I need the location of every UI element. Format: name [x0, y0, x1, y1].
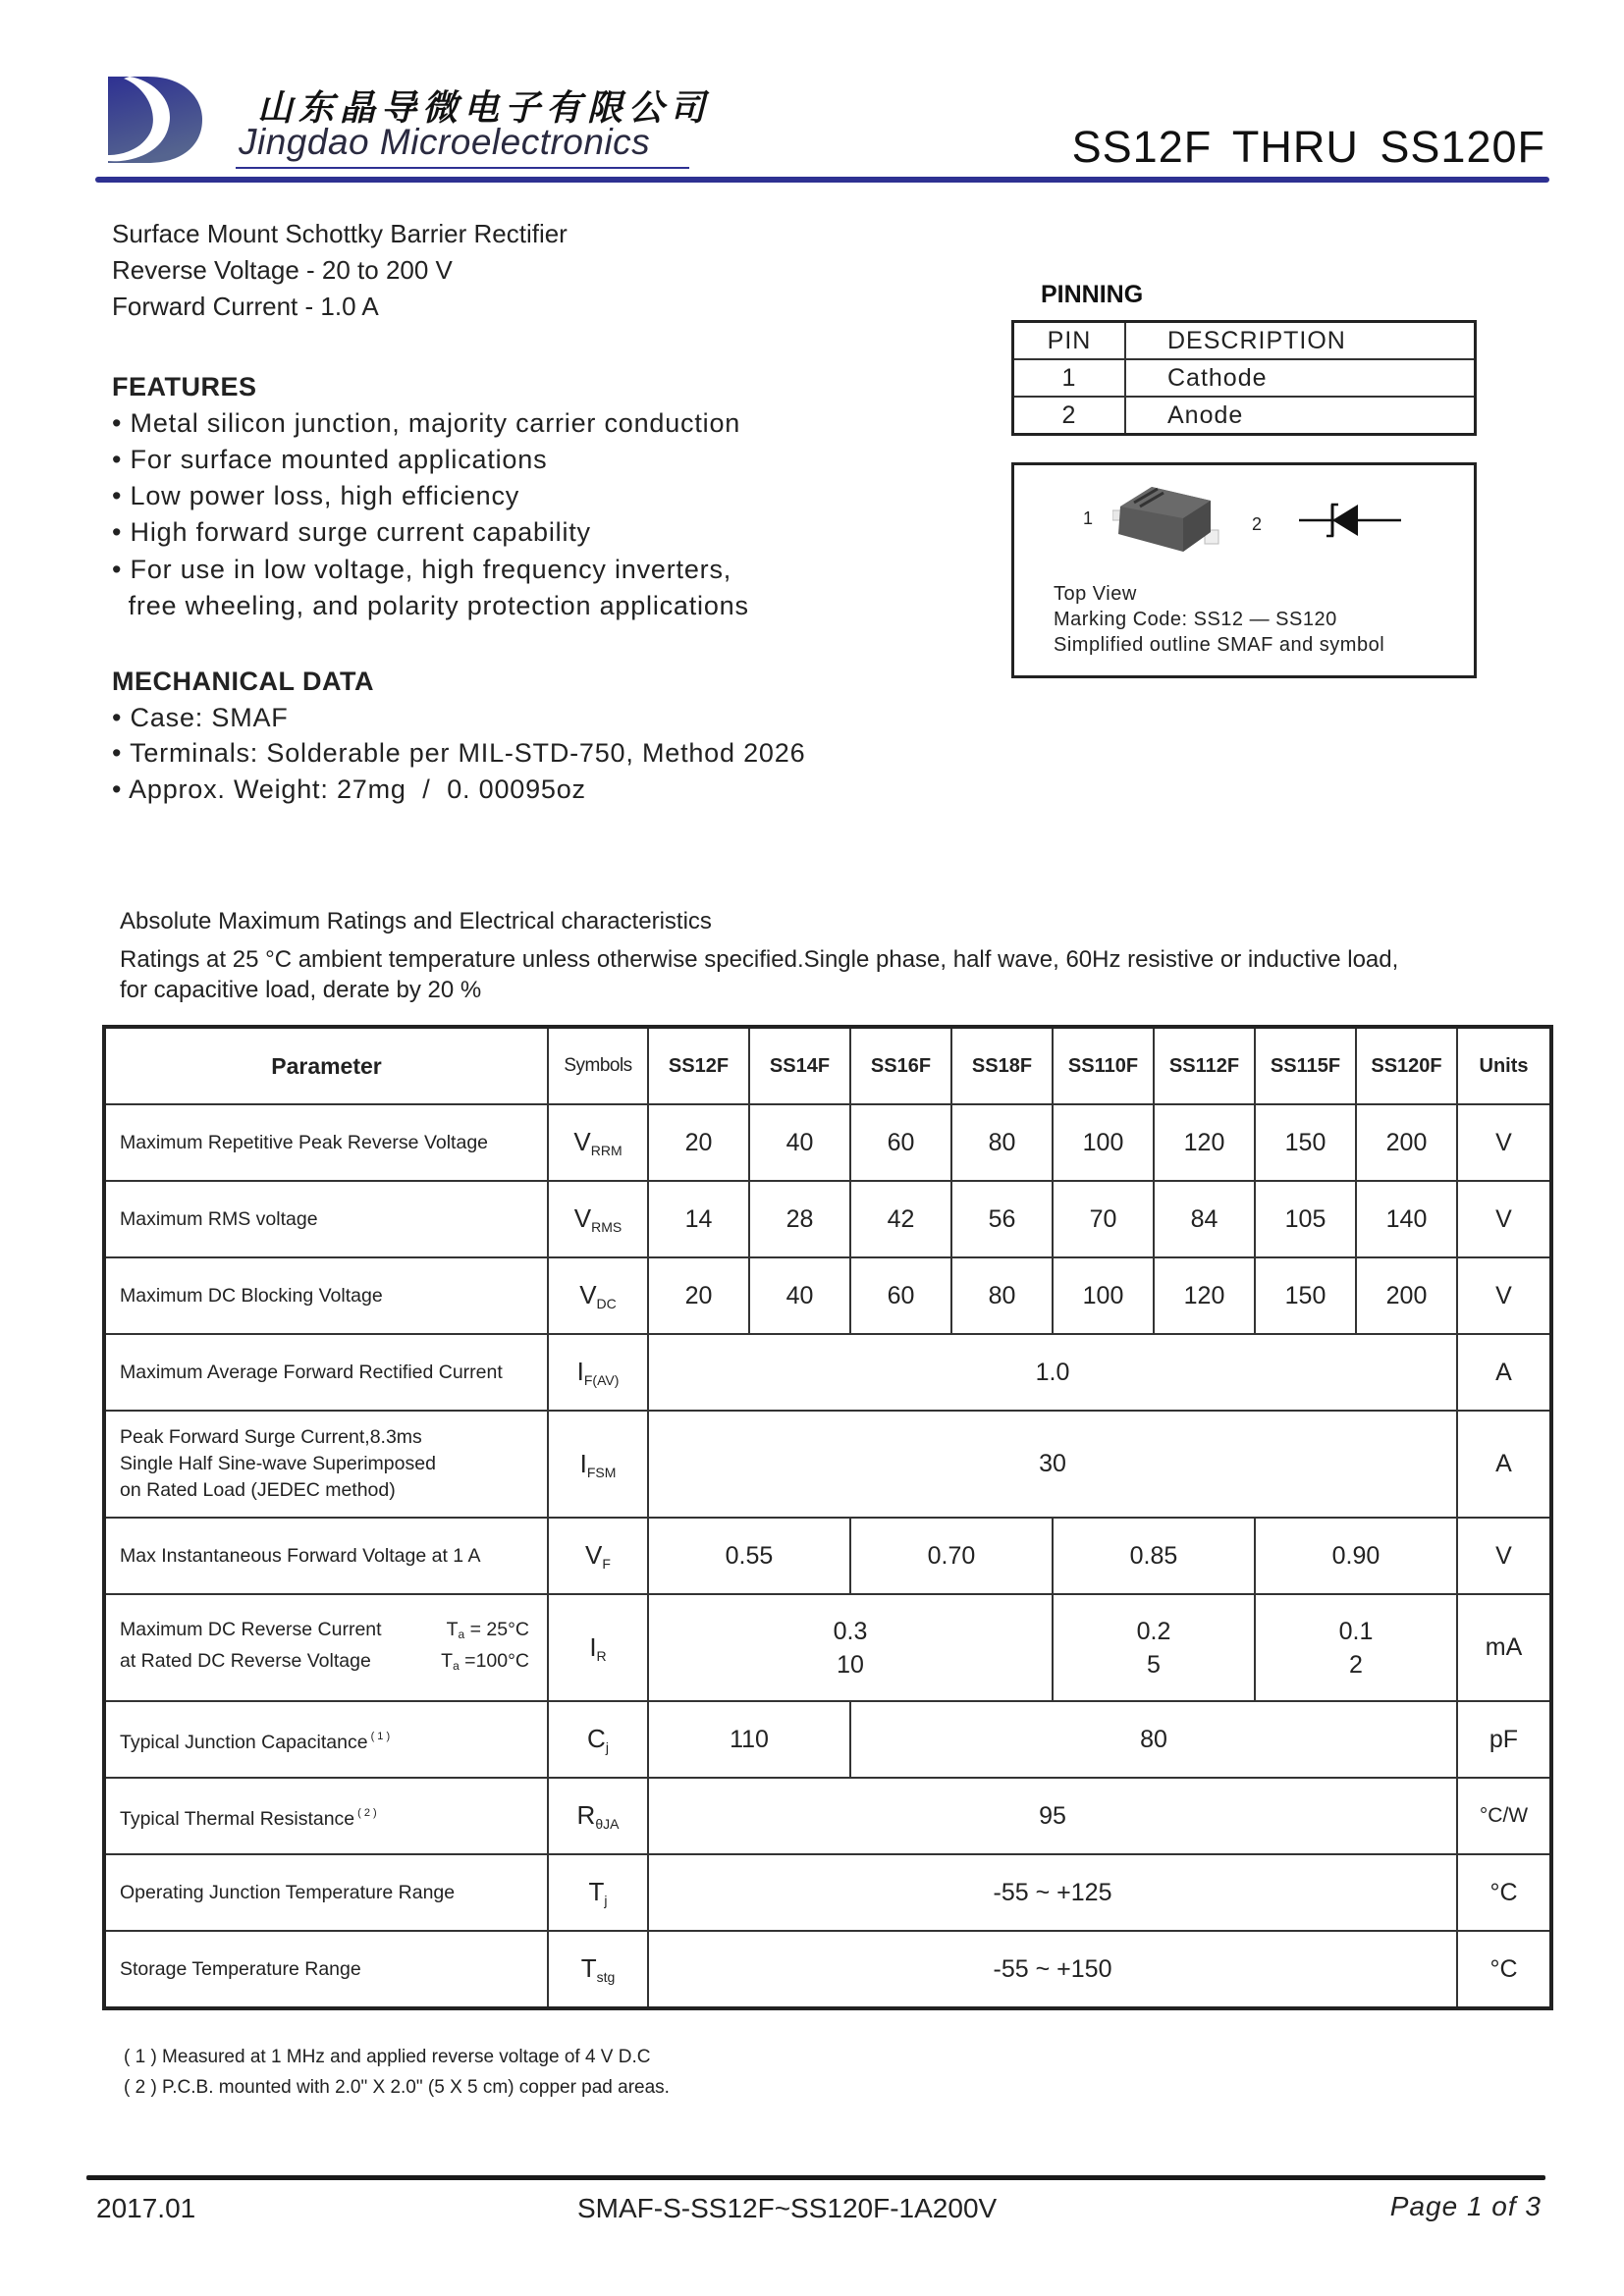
- unit-cell: V: [1457, 1181, 1551, 1257]
- symbol-sub: FSM: [586, 1464, 617, 1480]
- symbol: [548, 1854, 648, 1931]
- value-cell: 80: [951, 1104, 1053, 1181]
- company-underline: [236, 167, 689, 169]
- value-25c: 0.3: [833, 1617, 868, 1645]
- value-cell: 40: [749, 1104, 850, 1181]
- symbol-sub: θJA: [595, 1816, 620, 1832]
- cond-symbol: T: [446, 1618, 459, 1640]
- parameter-text: Typical Thermal Resistance: [120, 1807, 355, 1830]
- mechanical-item: • Terminals: Solderable per MIL-STD-750, Method 2026: [112, 738, 806, 768]
- symbol: [548, 1334, 648, 1411]
- description-line: Surface Mount Schottky Barrier Rectifier: [112, 219, 568, 248]
- value-cell: 80: [951, 1257, 1053, 1334]
- mechanical-heading: MECHANICAL DATA: [112, 667, 374, 696]
- value-25c: 0.2: [1136, 1617, 1171, 1645]
- value-cell: -55 ~ +150: [648, 1931, 1457, 2008]
- footnote: ( 2 ) P.C.B. mounted with 2.0" X 2.0" (5 X 5 cm) copper pad areas.: [124, 2077, 670, 2098]
- symbol: [548, 1518, 648, 1594]
- footnote-ref: ( 2 ): [357, 1806, 377, 1819]
- value-cell: 100: [1053, 1257, 1154, 1334]
- table-row-ifsm: [104, 1411, 1551, 1518]
- unit-cell: mA: [1457, 1594, 1551, 1701]
- schottky-diode-symbol-icon: [1299, 501, 1401, 545]
- symbol-main: T: [580, 1953, 597, 1983]
- table-row-vrrm: [104, 1104, 1551, 1181]
- symbol: [548, 1181, 648, 1257]
- symbol-main: V: [573, 1203, 592, 1233]
- cond-sub: a: [458, 1627, 465, 1641]
- smaf-package-icon: [1112, 485, 1222, 561]
- table-row-ir: [104, 1594, 1551, 1701]
- value-cell: 70: [1053, 1181, 1154, 1257]
- pin2-label: 2: [1252, 514, 1263, 534]
- feature-item: • High forward surge current capability: [112, 517, 591, 547]
- value-cell: 140: [1356, 1181, 1457, 1257]
- symbol-sub: RRM: [590, 1143, 623, 1158]
- pin-column-header: PIN: [1013, 322, 1126, 360]
- model-header: SS110F: [1053, 1027, 1154, 1104]
- symbol-sub: stg: [596, 1969, 616, 1985]
- feature-item: • For surface mounted applications: [112, 445, 548, 474]
- value-cell: 20: [648, 1257, 749, 1334]
- unit-cell: °C/W: [1457, 1778, 1551, 1854]
- ratings-note: Ratings at 25 °C ambient temperature unless otherwise specified.Single phase, half wave, 60Hz resistive or inductive load,: [120, 946, 1399, 973]
- symbol-main: I: [579, 1448, 587, 1478]
- value-cell: 150: [1255, 1257, 1356, 1334]
- package-caption: Simplified outline SMAF and symbol: [1054, 634, 1385, 656]
- units-header: Units: [1457, 1027, 1551, 1104]
- model-header: SS16F: [850, 1027, 951, 1104]
- company-name-cn: 山东晶导微电子有限公司: [257, 88, 712, 129]
- condition-100c: [441, 1648, 529, 1680]
- unit-cell: V: [1457, 1257, 1551, 1334]
- pin-description: Anode: [1125, 397, 1476, 435]
- value-cell: 105: [1255, 1181, 1356, 1257]
- value-cell: 1.0: [648, 1334, 1457, 1411]
- table-row-vf: [104, 1518, 1551, 1594]
- pinning-header-row: [1013, 322, 1476, 360]
- value-cell: 200: [1356, 1104, 1457, 1181]
- symbol: [548, 1931, 648, 2008]
- table-row-rth: [104, 1778, 1551, 1854]
- parameter-name: [104, 1778, 548, 1854]
- parameter-name: Maximum RMS voltage: [104, 1181, 548, 1257]
- value-cell: 0.70: [850, 1518, 1053, 1594]
- table-row-ifav: [104, 1334, 1551, 1411]
- value-cell: 30: [648, 1411, 1457, 1518]
- value-cell: 80: [850, 1701, 1457, 1778]
- pinning-row: [1013, 397, 1476, 435]
- value-25c: 0.1: [1338, 1617, 1374, 1645]
- symbol: [548, 1257, 648, 1334]
- value-100c: 10: [837, 1650, 864, 1679]
- symbol-sub: R: [596, 1647, 607, 1664]
- value-100c: 2: [1349, 1650, 1363, 1679]
- unit-cell: °C: [1457, 1854, 1551, 1931]
- model-header: SS112F: [1154, 1027, 1255, 1104]
- model-header: SS18F: [951, 1027, 1053, 1104]
- footer-doc-code: SMAF-S-SS12F~SS120F-1A200V: [577, 2193, 998, 2223]
- parameter-text: Typical Junction Capacitance: [120, 1731, 368, 1753]
- model-header: SS14F: [749, 1027, 850, 1104]
- parameter-name: Maximum DC Blocking Voltage: [104, 1257, 548, 1334]
- symbol-main: V: [573, 1127, 591, 1156]
- feature-item: • Metal silicon junction, majority carrier conduction: [112, 408, 741, 438]
- symbol: [548, 1411, 648, 1518]
- unit-cell: °C: [1457, 1931, 1551, 2008]
- symbol-main: I: [589, 1631, 597, 1662]
- page-title: SS12F THRU SS120F: [1071, 122, 1545, 172]
- unit-cell: A: [1457, 1334, 1551, 1411]
- pinning-row: [1013, 359, 1476, 397]
- parameter-name: Max Instantaneous Forward Voltage at 1 A: [104, 1518, 548, 1594]
- unit-cell: V: [1457, 1104, 1551, 1181]
- model-header: SS115F: [1255, 1027, 1356, 1104]
- value-cell: -55 ~ +125: [648, 1854, 1457, 1931]
- parameter-line: Single Half Sine-wave Superimposed: [120, 1453, 436, 1474]
- parameter-text: at Rated DC Reverse Voltage: [120, 1649, 371, 1672]
- value-100c: 5: [1147, 1650, 1161, 1679]
- description-line: Forward Current - 1.0 A: [112, 292, 379, 321]
- value-cell: 100: [1053, 1104, 1154, 1181]
- description-line: Reverse Voltage - 20 to 200 V: [112, 255, 453, 285]
- value-cell: 120: [1154, 1257, 1255, 1334]
- table-row-tj: [104, 1854, 1551, 1931]
- value-cell: 14: [648, 1181, 749, 1257]
- cond-sub: a: [453, 1658, 460, 1673]
- feature-item: free wheeling, and polarity protection applications: [112, 591, 749, 620]
- value-cell: [1255, 1594, 1457, 1701]
- symbol-main: R: [576, 1800, 596, 1830]
- header-divider: [95, 177, 1549, 183]
- symbol-sub: DC: [596, 1296, 617, 1311]
- value-cell: 60: [850, 1104, 951, 1181]
- page-number: Page 1 of 3: [1389, 2191, 1542, 2221]
- cond-symbol: T: [441, 1649, 454, 1672]
- value-cell: 120: [1154, 1104, 1255, 1181]
- parameter-header: Parameter: [104, 1027, 548, 1104]
- symbol: [548, 1778, 648, 1854]
- value-cell: 20: [648, 1104, 749, 1181]
- model-header: SS12F: [648, 1027, 749, 1104]
- ratings-heading: Absolute Maximum Ratings and Electrical characteristics: [120, 908, 712, 934]
- unit-cell: V: [1457, 1518, 1551, 1594]
- value-cell: 40: [749, 1257, 850, 1334]
- value-cell: 95: [648, 1778, 1457, 1854]
- symbol-main: C: [587, 1724, 606, 1753]
- symbol-main: T: [588, 1877, 605, 1906]
- package-caption: Marking Code: SS12 — SS120: [1054, 609, 1337, 630]
- model-header: SS120F: [1356, 1027, 1457, 1104]
- description-column-header: DESCRIPTION: [1125, 322, 1476, 360]
- pinning-table: [1011, 320, 1477, 436]
- pin1-label: 1: [1083, 508, 1094, 528]
- electrical-characteristics-table: [102, 1025, 1553, 2010]
- cond-value: = 25°C: [464, 1618, 529, 1640]
- parameter-name: Operating Junction Temperature Range: [104, 1854, 548, 1931]
- jd-logo-icon: [108, 77, 202, 163]
- footnote-ref: ( 1 ): [370, 1730, 391, 1742]
- features-heading: FEATURES: [112, 372, 257, 401]
- ratings-note: for capacitive load, derate by 20 %: [120, 977, 482, 1003]
- value-cell: 60: [850, 1257, 951, 1334]
- parameter-line: on Rated Load (JEDEC method): [120, 1479, 396, 1501]
- unit-cell: A: [1457, 1411, 1551, 1518]
- footer-divider: [86, 2175, 1545, 2180]
- symbol-sub: j: [604, 1893, 608, 1908]
- value-cell: [1053, 1594, 1255, 1701]
- value-cell: 42: [850, 1181, 951, 1257]
- table-row-vrms: [104, 1181, 1551, 1257]
- parameter-line: [120, 1648, 547, 1680]
- table-row-cj: [104, 1701, 1551, 1778]
- condition-25c: [447, 1617, 529, 1648]
- mechanical-item: • Approx. Weight: 27mg / 0. 00095oz: [112, 774, 586, 804]
- value-cell: 0.90: [1255, 1518, 1457, 1594]
- symbol-main: I: [576, 1357, 584, 1386]
- company-name-en: Jingdao Microelectronics: [239, 122, 651, 162]
- symbol-sub: F: [602, 1556, 611, 1572]
- parameter-line: [120, 1617, 547, 1648]
- symbol: [548, 1104, 648, 1181]
- symbol-sub: RMS: [591, 1219, 623, 1235]
- parameter-name: [104, 1701, 548, 1778]
- parameter-name: Maximum Average Forward Rectified Current: [104, 1334, 548, 1411]
- table-header-row: [104, 1027, 1551, 1104]
- parameter-name: [104, 1411, 548, 1518]
- value-cell: 28: [749, 1181, 850, 1257]
- parameter-line: Peak Forward Surge Current,8.3ms: [120, 1426, 422, 1448]
- cond-value: =100°C: [459, 1649, 529, 1672]
- parameter-text: Maximum DC Reverse Current: [120, 1618, 382, 1640]
- value-cell: 200: [1356, 1257, 1457, 1334]
- value-cell: 0.85: [1053, 1518, 1255, 1594]
- pin-number: 2: [1013, 397, 1126, 435]
- symbol: [548, 1701, 648, 1778]
- value-cell: [648, 1594, 1053, 1701]
- symbol-sub: F(AV): [583, 1372, 620, 1388]
- pin-description: Cathode: [1125, 359, 1476, 397]
- symbols-header: Symbols: [548, 1027, 648, 1104]
- parameter-name: Maximum Repetitive Peak Reverse Voltage: [104, 1104, 548, 1181]
- value-cell: 0.55: [648, 1518, 850, 1594]
- package-caption: Top View: [1054, 583, 1137, 605]
- value-cell: 110: [648, 1701, 850, 1778]
- symbol-main: V: [579, 1280, 597, 1309]
- value-cell: 56: [951, 1181, 1053, 1257]
- table-row-tstg: [104, 1931, 1551, 2008]
- mechanical-item: • Case: SMAF: [112, 703, 289, 732]
- parameter-name: [104, 1594, 548, 1701]
- table-row-vdc: [104, 1257, 1551, 1334]
- pinning-heading: PINNING: [1041, 281, 1144, 308]
- symbol-main: V: [585, 1540, 603, 1570]
- footnote: ( 1 ) Measured at 1 MHz and applied reverse voltage of 4 V D.C: [124, 2047, 651, 2067]
- feature-item: • For use in low voltage, high frequency inverters,: [112, 555, 732, 584]
- symbol-sub: j: [605, 1739, 609, 1755]
- unit-cell: pF: [1457, 1701, 1551, 1778]
- value-cell: 150: [1255, 1104, 1356, 1181]
- symbol: [548, 1594, 648, 1701]
- parameter-name: Storage Temperature Range: [104, 1931, 548, 2008]
- package-outline-box: [1011, 462, 1477, 678]
- pin-number: 1: [1013, 359, 1126, 397]
- value-cell: 84: [1154, 1181, 1255, 1257]
- footer-date: 2017.01: [96, 2193, 196, 2223]
- feature-item: • Low power loss, high efficiency: [112, 481, 520, 510]
